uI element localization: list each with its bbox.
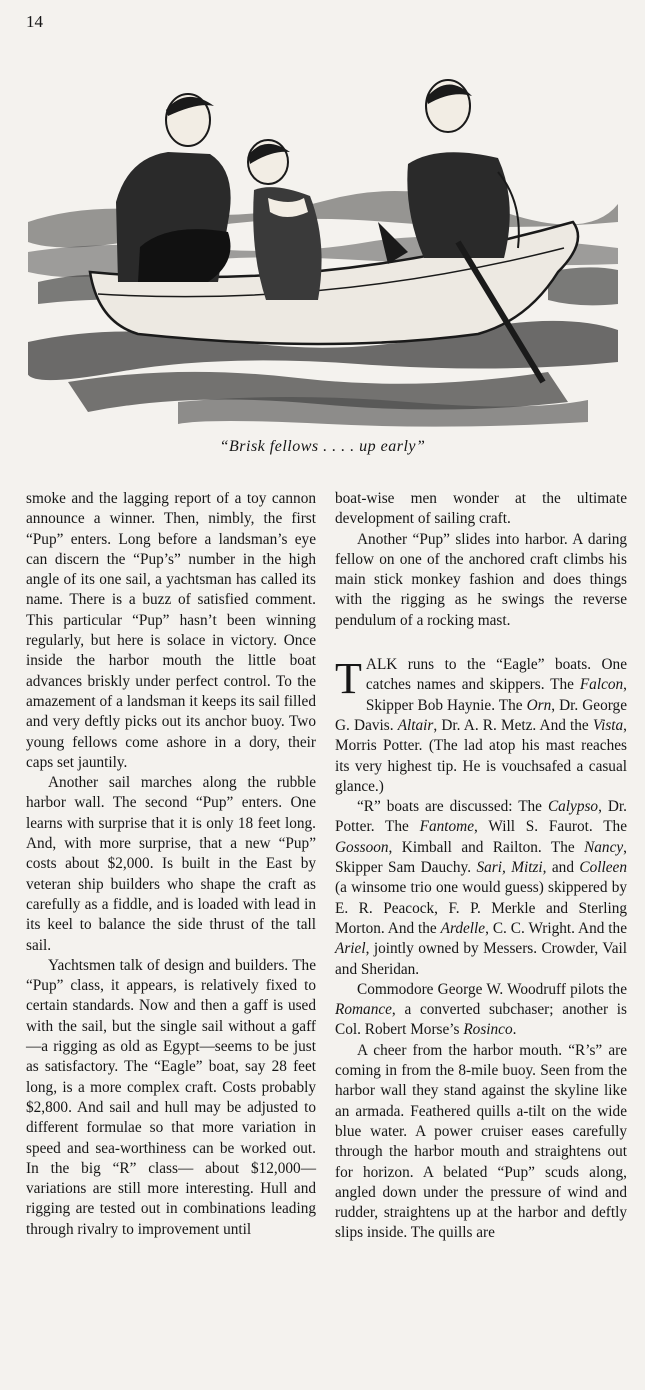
text-run: , C. C. Wright. And the — [485, 919, 627, 937]
text-run: , Will S. Faurot. The — [474, 818, 627, 836]
boat-name: Falcon — [579, 676, 624, 694]
right-column — [335, 489, 627, 1244]
boat-name: Vista — [592, 716, 624, 734]
text-run: , Kimball and Railton. The — [388, 838, 585, 856]
page-number: 14 — [26, 12, 43, 31]
text-run: (a winsome trio one would guess) skippered by E. R. Peacock, F. P. Merkle and Sterling Morton. And the — [335, 879, 627, 937]
paragraph: boat-wise men wonder at the ultimate development of sailing craft. — [335, 490, 627, 528]
drop-cap: T — [335, 654, 362, 704]
boat-name: Nancy — [584, 838, 624, 856]
paragraph: Yachtsmen talk of design and builders. The “Pup” class, it appears, is relatively fixed to certain standards. Now and then a gaff is used with the sail, but the single sail without a gaff —a rigging as old as Egypt—seems to be just as satisfactory. The “Eagle” boat, say 28 feet long, is a more complex craft. Costs probably $2,800. And sail and hull may be adjusted to different formulae so that more variation in speed and sea-worthiness can be worked out. In the big “R” class— about $12,000—variations are still more interesting. Hull and rigging are tested out in combinations leading through rivalry to improvement until — [26, 956, 316, 1238]
talk-paragraph — [335, 655, 627, 797]
boat-name: Orn — [526, 696, 552, 714]
boat-name: Altair — [397, 716, 434, 734]
r-boats-paragraph — [335, 797, 627, 980]
text-run: and — [546, 859, 580, 877]
text-run: “R” boats are discussed: The — [357, 798, 548, 816]
text-run: , jointly owned by Messers. Crowder, Vail and Sheridan. — [335, 940, 627, 978]
left-column — [26, 489, 316, 1240]
illustration-caption: “Brisk fellows . . . . up early” — [219, 438, 426, 455]
text-run: ALK runs to the “Eagle” boats. One catches names and skippers. The — [365, 656, 627, 694]
text-run: , Skipper Sam Dauchy. — [335, 838, 627, 877]
boat-name: Rosinco — [463, 1021, 513, 1039]
boat-name: Ariel — [335, 940, 366, 958]
text-run: Commodore George W. Woodruff pilots the — [357, 980, 627, 998]
paragraph: Another sail marches along the rubble harbor wall. The second “Pup” enters. One learns with surprise that it is only 18 feet long. And, with more surprise, that a new “Pup” costs about $2,000. Is built in the East by veteran ship builders who shape the craft as carefully as a fiddle, and is loaded with lead in its keel to balance the side thrust of the tall sail. — [26, 774, 316, 954]
text-run: , Dr. A. R. Metz. And the — [433, 716, 593, 734]
boat-name: Ardelle — [440, 919, 486, 937]
text-run: , Dr. George G. Davis. — [335, 696, 627, 734]
boat-name: Gossoon — [335, 838, 389, 856]
text-run: , Skipper Bob Haynie. The — [365, 676, 627, 714]
paragraph: smoke and the lagging report of a toy cannon announce a winner. Then, nimbly, the first “Pup” enters. Long before a landsman’s eye can discern the “Pup’s” number in the high angle of its one sail, a yachtsman has called its name. There is a buzz of satisfied comment. This particular “Pup” hasn’t been winning regularly, but here is solace in victory. Once inside the harbor mouth the little boat advances briskly under perfect control. To the amazement of a landsman it keeps its sail filled and very deftly picks out its anchor buoy. Two young fellows come ashore in a dory, their caps set jauntily. — [26, 490, 316, 771]
boat-name: Colleen — [579, 859, 627, 877]
paragraph: A cheer from the harbor mouth. “R’s” are coming in from the 8-mile buoy. Seen from the harbor wall they stand against the skyline like an armada. Feathered quills a-tilt on the wide blue water. A power cruiser eases carefully through the harbor mouth and straightens out for horizon. A belated “Pup” scuds along, angled down under the pressure of wind and rudder, straightens up at the harbor and deftly slips inside. The quills are — [335, 1041, 627, 1242]
boat-name: Fantome — [419, 818, 475, 836]
text-run: , Morris Potter. (The lad atop his mast reaches its very highest tip. He is vouchsafed a casual glance.) — [335, 716, 627, 795]
text-run: . — [512, 1021, 517, 1039]
paragraph: Another “Pup” slides into harbor. A daring fellow on one of the anchored craft climbs his main stick monkey fashion and does things with the rigging as he swings the reverse pendulum of a rocking mast. — [335, 530, 627, 629]
commodore-paragraph — [335, 980, 627, 1041]
boat-name: Sari, Mitzi, — [476, 859, 547, 877]
boat-name: Romance — [335, 1001, 392, 1019]
text-run: , Dr. Potter. The — [335, 798, 627, 836]
boat-name: Calypso — [547, 798, 599, 816]
rowboat-illustration — [28, 72, 618, 434]
text-run: , a converted subchaser; another is Col. Robert Morse’s — [335, 1001, 627, 1039]
